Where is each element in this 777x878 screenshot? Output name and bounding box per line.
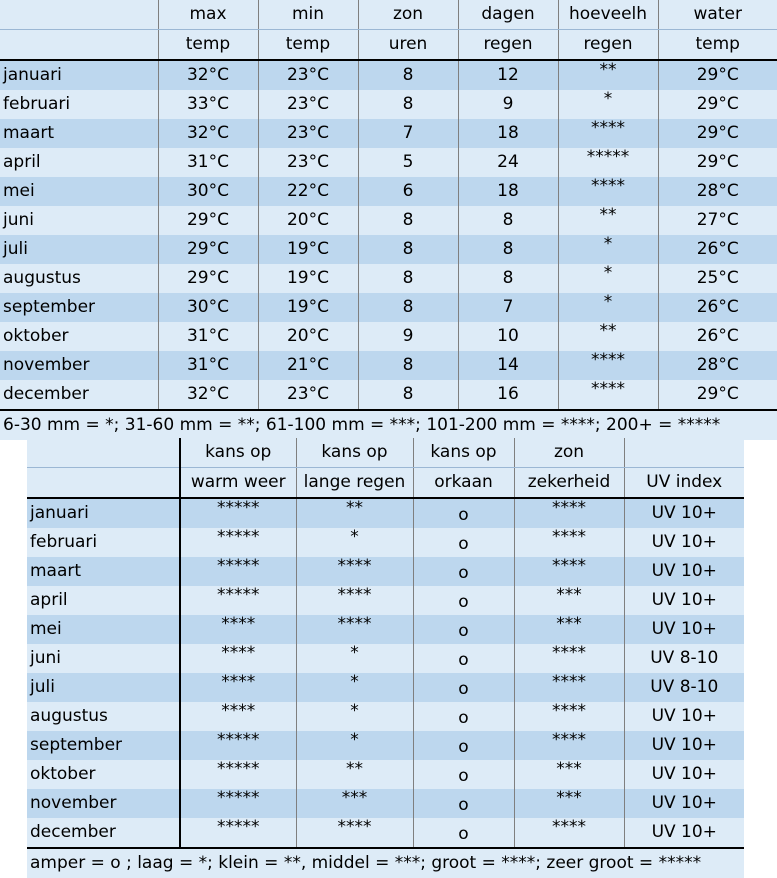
chances-header-row-bottom — [27, 468, 744, 499]
water-temp-value: 29°C — [658, 148, 777, 177]
min-temp-value: 23°C — [258, 60, 358, 90]
max-temp-value: 32°C — [158, 60, 258, 90]
sun-hours-value: 7 — [358, 119, 458, 148]
warm-weather-stars-value: **** — [221, 702, 256, 721]
max-temp-value: 30°C — [158, 177, 258, 206]
month-label: juli — [0, 235, 158, 264]
rain-days-value: 8 — [458, 235, 558, 264]
uv-index-value: UV 10+ — [624, 818, 744, 848]
month-label: november — [27, 789, 180, 818]
water-temp-value: 26°C — [658, 235, 777, 264]
max-temp-value: 31°C — [158, 322, 258, 351]
min-temp-value: 22°C — [258, 177, 358, 206]
hurricane-rating — [413, 789, 514, 818]
hurricane-rating-value: o — [458, 795, 469, 815]
hurricane-rating-value: o — [458, 650, 469, 670]
sun-certainty-stars-value: **** — [552, 673, 586, 692]
rain-days-value: 24 — [458, 148, 558, 177]
warm-weather-stars — [180, 789, 296, 818]
header-corner — [27, 438, 180, 468]
sun-certainty-stars — [514, 702, 624, 731]
sun-certainty-stars — [514, 528, 624, 557]
rain-amount-stars — [558, 206, 658, 235]
table-row — [0, 206, 777, 235]
sun-certainty-stars — [514, 557, 624, 586]
min-temp-value: 23°C — [258, 119, 358, 148]
month-label: september — [0, 293, 158, 322]
sun-certainty-stars-value: *** — [556, 789, 582, 808]
uv-index-value: UV 10+ — [624, 702, 744, 731]
table-row — [0, 380, 777, 410]
min-temp-value: 21°C — [258, 351, 358, 380]
rain-amount-stars — [558, 351, 658, 380]
table-row — [27, 760, 744, 789]
rain-days-value: 12 — [458, 60, 558, 90]
hurricane-rating-value: o — [458, 621, 469, 641]
long-rain-stars — [296, 644, 413, 673]
max-temp-value: 33°C — [158, 90, 258, 119]
rain-amount-stars — [558, 293, 658, 322]
sun-certainty-stars — [514, 789, 624, 818]
header-sun-hours: uren — [358, 30, 458, 61]
chances-legend: amper = o ; laag = *; klein = **, middel = ***; groot = ****; zeer groot = ***** — [27, 848, 744, 878]
sun-hours-value: 8 — [358, 60, 458, 90]
rain-amount-stars-value: * — [603, 264, 613, 283]
hurricane-rating-value: o — [458, 824, 469, 844]
long-rain-stars — [296, 818, 413, 848]
rain-days-value: 9 — [458, 90, 558, 119]
hurricane-rating — [413, 702, 514, 731]
hurricane-rating — [413, 498, 514, 528]
header-uv-top — [624, 438, 744, 468]
rain-amount-stars-value: ** — [599, 322, 617, 341]
max-temp-value: 30°C — [158, 293, 258, 322]
sun-hours-value: 8 — [358, 293, 458, 322]
water-temp-value: 27°C — [658, 206, 777, 235]
sun-hours-value: 8 — [358, 264, 458, 293]
table-row — [27, 731, 744, 760]
long-rain-stars — [296, 731, 413, 760]
uv-index-value: UV 10+ — [624, 557, 744, 586]
sun-hours-value: 5 — [358, 148, 458, 177]
hurricane-rating — [413, 586, 514, 615]
hurricane-rating — [413, 557, 514, 586]
sun-certainty-stars-value: **** — [552, 644, 586, 663]
sun-certainty-stars — [514, 644, 624, 673]
sun-certainty-stars-value: *** — [556, 586, 582, 605]
rain-amount-stars-value: ** — [599, 60, 617, 80]
header-sun-certainty: zon — [514, 438, 624, 468]
rain-amount-stars — [558, 119, 658, 148]
header-corner — [0, 30, 158, 61]
long-rain-stars — [296, 789, 413, 818]
header-hurricane: kans op — [413, 438, 514, 468]
long-rain-stars — [296, 498, 413, 528]
warm-weather-stars-value: ***** — [217, 818, 260, 837]
long-rain-stars-value: * — [350, 644, 359, 663]
header-long-rain: kans op — [296, 438, 413, 468]
table-row — [0, 177, 777, 206]
water-temp-value: 26°C — [658, 322, 777, 351]
header-rain-amount: hoeveelh — [558, 0, 658, 30]
long-rain-stars — [296, 673, 413, 702]
header-rain-days: dagen — [458, 0, 558, 30]
water-temp-value: 29°C — [658, 380, 777, 410]
table-row — [0, 60, 777, 90]
month-label: april — [27, 586, 180, 615]
water-temp-value: 28°C — [658, 177, 777, 206]
max-temp-value: 32°C — [158, 380, 258, 410]
month-label: oktober — [27, 760, 180, 789]
header-min: min — [258, 0, 358, 30]
table-row — [27, 644, 744, 673]
long-rain-stars-value: **** — [337, 615, 372, 634]
sun-certainty-stars — [514, 498, 624, 528]
rain-days-value: 7 — [458, 293, 558, 322]
hurricane-rating-value: o — [458, 766, 469, 786]
month-label: oktober — [0, 322, 158, 351]
max-temp-value: 29°C — [158, 206, 258, 235]
sun-certainty-stars — [514, 760, 624, 789]
rain-days-value: 14 — [458, 351, 558, 380]
min-temp-value: 19°C — [258, 293, 358, 322]
hurricane-rating-value: o — [458, 592, 469, 612]
climate-header-row-top — [0, 0, 777, 30]
warm-weather-stars — [180, 498, 296, 528]
sun-hours-value: 8 — [358, 351, 458, 380]
rain-days-value: 8 — [458, 206, 558, 235]
water-temp-value: 29°C — [658, 119, 777, 148]
table-row — [27, 498, 744, 528]
warm-weather-stars — [180, 557, 296, 586]
hurricane-rating-value: o — [458, 708, 469, 728]
rain-amount-stars — [558, 235, 658, 264]
month-label: februari — [27, 528, 180, 557]
warm-weather-stars — [180, 644, 296, 673]
month-label: juli — [27, 673, 180, 702]
hurricane-rating — [413, 818, 514, 848]
month-label: juni — [27, 644, 180, 673]
rain-amount-stars — [558, 380, 658, 410]
rain-amount-stars-value: **** — [591, 177, 625, 196]
hurricane-rating — [413, 673, 514, 702]
uv-index-value: UV 8-10 — [624, 644, 744, 673]
long-rain-stars-value: **** — [337, 818, 372, 837]
long-rain-stars-value: * — [350, 528, 359, 547]
hurricane-rating — [413, 615, 514, 644]
max-temp-value: 31°C — [158, 148, 258, 177]
warm-weather-stars-value: ***** — [217, 528, 260, 547]
water-temp-value: 26°C — [658, 293, 777, 322]
month-label: juni — [0, 206, 158, 235]
hurricane-rating-value: o — [458, 505, 469, 525]
header-rain-days-2: regen — [458, 30, 558, 61]
hurricane-rating-value: o — [458, 563, 469, 583]
header-hurricane-2: orkaan — [413, 468, 514, 499]
rain-amount-stars-value: * — [603, 90, 613, 109]
rain-amount-stars — [558, 148, 658, 177]
hurricane-rating — [413, 760, 514, 789]
long-rain-stars-value: **** — [337, 557, 372, 576]
warm-weather-stars-value: ***** — [217, 498, 260, 518]
rain-days-value: 16 — [458, 380, 558, 410]
table-row — [0, 148, 777, 177]
rain-amount-stars — [558, 90, 658, 119]
long-rain-stars-value: ** — [346, 498, 363, 518]
warm-weather-stars-value: ***** — [217, 586, 260, 605]
min-temp-value: 23°C — [258, 148, 358, 177]
rain-amount-stars — [558, 60, 658, 90]
table-row — [27, 673, 744, 702]
sun-hours-value: 8 — [358, 206, 458, 235]
long-rain-stars-value: * — [350, 731, 359, 750]
sun-certainty-stars — [514, 673, 624, 702]
header-max: max — [158, 0, 258, 30]
long-rain-stars — [296, 586, 413, 615]
sun-certainty-stars — [514, 586, 624, 615]
table-row — [27, 818, 744, 848]
uv-index-value: UV 10+ — [624, 760, 744, 789]
uv-index-value: UV 8-10 — [624, 673, 744, 702]
rain-amount-stars-value: ***** — [586, 148, 630, 167]
warm-weather-stars-value: **** — [221, 673, 256, 692]
table-row — [27, 615, 744, 644]
rain-amount-stars — [558, 264, 658, 293]
month-label: december — [0, 380, 158, 410]
month-label: november — [0, 351, 158, 380]
month-label: februari — [0, 90, 158, 119]
chances-table — [27, 438, 744, 878]
long-rain-stars — [296, 528, 413, 557]
rain-amount-stars-value: **** — [591, 380, 625, 399]
sun-certainty-stars-value: **** — [552, 557, 586, 576]
header-water: water — [658, 0, 777, 30]
warm-weather-stars-value: **** — [221, 615, 256, 634]
month-label: maart — [0, 119, 158, 148]
header-water-temp: temp — [658, 30, 777, 61]
rain-amount-stars-value: * — [603, 293, 613, 312]
rain-amount-legend: 6-30 mm = *; 31-60 mm = **; 61-100 mm = ***; 101-200 mm = ****; 200+ = ***** — [0, 410, 777, 440]
rain-amount-stars — [558, 177, 658, 206]
water-temp-value: 25°C — [658, 264, 777, 293]
uv-index-value: UV 10+ — [624, 586, 744, 615]
sun-certainty-stars-value: *** — [556, 760, 582, 779]
warm-weather-stars — [180, 673, 296, 702]
sun-certainty-stars — [514, 818, 624, 848]
sun-certainty-stars-value: **** — [552, 702, 586, 721]
month-label: september — [27, 731, 180, 760]
sun-certainty-stars — [514, 731, 624, 760]
table-row — [0, 351, 777, 380]
long-rain-stars-value: *** — [341, 789, 368, 808]
table-row — [0, 264, 777, 293]
header-warm: kans op — [180, 438, 296, 468]
warm-weather-stars — [180, 731, 296, 760]
sun-certainty-stars-value: **** — [552, 498, 586, 518]
min-temp-value: 23°C — [258, 380, 358, 410]
water-temp-value: 28°C — [658, 351, 777, 380]
header-long-rain-2: lange regen — [296, 468, 413, 499]
rain-days-value: 18 — [458, 177, 558, 206]
climate-legend-row — [0, 410, 777, 440]
header-corner — [27, 468, 180, 499]
month-label: maart — [27, 557, 180, 586]
sun-hours-value: 8 — [358, 235, 458, 264]
warm-weather-stars — [180, 586, 296, 615]
table-row — [0, 90, 777, 119]
long-rain-stars — [296, 760, 413, 789]
table-row — [0, 235, 777, 264]
header-sun-certainty-2: zekerheid — [514, 468, 624, 499]
table-row — [27, 557, 744, 586]
max-temp-value: 31°C — [158, 351, 258, 380]
warm-weather-stars — [180, 818, 296, 848]
table-row — [0, 119, 777, 148]
table-row — [27, 528, 744, 557]
sun-hours-value: 6 — [358, 177, 458, 206]
max-temp-value: 29°C — [158, 264, 258, 293]
rain-amount-stars-value: **** — [591, 351, 625, 370]
warm-weather-stars-value: ***** — [217, 557, 260, 576]
max-temp-value: 29°C — [158, 235, 258, 264]
rain-amount-stars-value: **** — [591, 119, 625, 138]
header-sun: zon — [358, 0, 458, 30]
hurricane-rating — [413, 731, 514, 760]
rain-amount-stars-value: ** — [599, 206, 617, 225]
chances-header-row-top — [27, 438, 744, 468]
water-temp-value: 29°C — [658, 60, 777, 90]
hurricane-rating-value: o — [458, 737, 469, 757]
month-label: augustus — [27, 702, 180, 731]
sun-hours-value: 9 — [358, 322, 458, 351]
rain-days-value: 18 — [458, 119, 558, 148]
uv-index-value: UV 10+ — [624, 615, 744, 644]
month-label: december — [27, 818, 180, 848]
sun-certainty-stars-value: **** — [552, 731, 586, 750]
month-label: januari — [27, 498, 180, 528]
month-label: mei — [0, 177, 158, 206]
header-uv-index: UV index — [624, 468, 744, 499]
uv-index-value: UV 10+ — [624, 528, 744, 557]
long-rain-stars-value: ** — [346, 760, 363, 779]
long-rain-stars-value: **** — [337, 586, 372, 605]
hurricane-rating-value: o — [458, 679, 469, 699]
hurricane-rating — [413, 528, 514, 557]
climate-header-row-bottom — [0, 30, 777, 61]
table-row — [27, 586, 744, 615]
uv-index-value: UV 10+ — [624, 731, 744, 760]
sun-certainty-stars — [514, 615, 624, 644]
header-corner — [0, 0, 158, 30]
warm-weather-stars — [180, 760, 296, 789]
table-row — [0, 322, 777, 351]
table-row — [27, 702, 744, 731]
min-temp-value: 20°C — [258, 206, 358, 235]
sun-hours-value: 8 — [358, 90, 458, 119]
rain-amount-stars — [558, 322, 658, 351]
rain-amount-stars-value: * — [603, 235, 613, 254]
hurricane-rating-value: o — [458, 534, 469, 554]
month-label: januari — [0, 60, 158, 90]
warm-weather-stars — [180, 528, 296, 557]
month-label: mei — [27, 615, 180, 644]
min-temp-value: 23°C — [258, 90, 358, 119]
month-label: augustus — [0, 264, 158, 293]
sun-certainty-stars-value: **** — [552, 818, 586, 837]
header-warm-weather: warm weer — [180, 468, 296, 499]
hurricane-rating — [413, 644, 514, 673]
long-rain-stars — [296, 557, 413, 586]
min-temp-value: 19°C — [258, 264, 358, 293]
header-max-temp: temp — [158, 30, 258, 61]
chances-legend-row — [27, 848, 744, 878]
water-temp-value: 29°C — [658, 90, 777, 119]
long-rain-stars-value: * — [350, 702, 359, 721]
uv-index-value: UV 10+ — [624, 498, 744, 528]
table-row — [0, 293, 777, 322]
table-row — [27, 789, 744, 818]
month-label: april — [0, 148, 158, 177]
long-rain-stars — [296, 615, 413, 644]
sun-hours-value: 8 — [358, 380, 458, 410]
long-rain-stars — [296, 702, 413, 731]
sun-certainty-stars-value: *** — [556, 615, 582, 634]
header-rain-amount-2: regen — [558, 30, 658, 61]
warm-weather-stars — [180, 702, 296, 731]
min-temp-value: 19°C — [258, 235, 358, 264]
rain-days-value: 8 — [458, 264, 558, 293]
header-min-temp: temp — [258, 30, 358, 61]
rain-days-value: 10 — [458, 322, 558, 351]
max-temp-value: 32°C — [158, 119, 258, 148]
warm-weather-stars-value: ***** — [217, 731, 260, 750]
warm-weather-stars-value: **** — [221, 644, 256, 663]
sun-certainty-stars-value: **** — [552, 528, 586, 547]
warm-weather-stars-value: ***** — [217, 760, 260, 779]
warm-weather-stars-value: ***** — [217, 789, 260, 808]
warm-weather-stars — [180, 615, 296, 644]
uv-index-value: UV 10+ — [624, 789, 744, 818]
long-rain-stars-value: * — [350, 673, 359, 692]
min-temp-value: 20°C — [258, 322, 358, 351]
